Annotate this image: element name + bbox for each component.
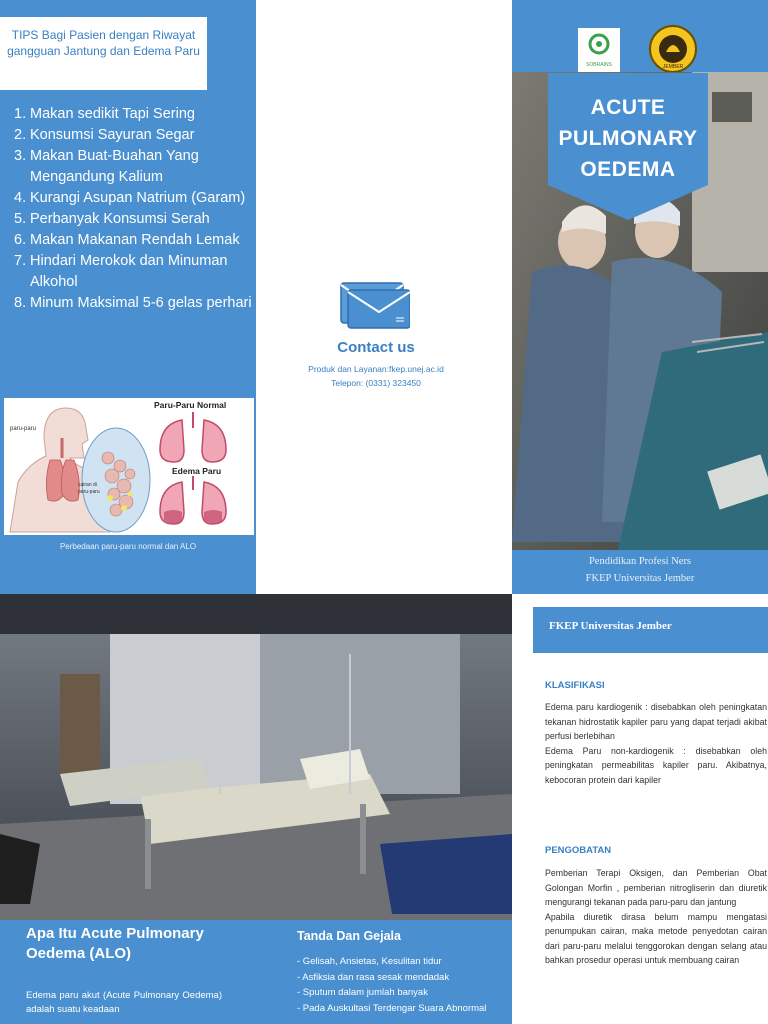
lung-diagram <box>4 398 254 535</box>
list-item: - Gelisah, Ansietas, Kesulitan tidur <box>297 956 442 967</box>
info-header: FKEP Universitas Jember <box>533 607 768 653</box>
list-item: - Pada Auskultasi Terdengar Suara Abnormal <box>297 1002 487 1014</box>
klasifikasi-body: Edema paru kardiogenik : disebabkan oleh peningkatan tekanan hidrostatik kapiler paru yang dapat terjadi akibat perfusi berlebihan Edema Paru non-kardiogenik : disebabkan oleh peningkatan permeabilitas kapiler paru. Akibatnya, kebocoran protein dari kapiler <box>545 702 767 785</box>
contact-title: Contact us <box>337 339 415 356</box>
tips-heading: TIPS Bagi Pasien dengan Riwayat gangguan Jantung dan Edema Paru <box>0 17 207 90</box>
svg-text:SOBRAINS: SOBRAINS <box>586 62 612 68</box>
list-item: - Sputum dalam jumlah banyak <box>297 987 428 998</box>
cover-footer-line1: Pendidikan Profesi Ners <box>588 556 692 567</box>
alo-body: Edema paru akut (Acute Pulmonary Oedema) adalah suatu keadaan <box>26 990 222 1015</box>
edema-lung-icon <box>160 476 226 524</box>
list-item: 3. Makan Buat-Buahan Yang Mengandung Kalium <box>14 148 199 185</box>
normal-lung-icon <box>160 412 226 462</box>
list-item: 6. Makan Makanan Rendah Lemak <box>14 232 240 248</box>
contact-email[interactable]: Produk dan Layanan:fkep.unej.ac.id <box>308 364 444 374</box>
envelope-icon <box>340 282 410 330</box>
alo-title: Apa Itu Acute Pulmonary Oedema (ALO) <box>26 925 204 962</box>
list-item: 4. Kurangi Asupan Natrium (Garam) <box>14 190 246 206</box>
cover-title: ACUTE PULMONARY OEDEMA <box>558 96 698 181</box>
list-item: 2. Konsumsi Sayuran Segar <box>14 127 195 143</box>
klasifikasi-title: KLASIFIKASI <box>545 680 605 691</box>
cover-footer-line2: FKEP Universitas Jember <box>585 573 695 584</box>
pengobatan-title: PENGOBATAN <box>545 845 612 856</box>
svg-text:JEMBER: JEMBER <box>662 64 684 70</box>
svg-text:cairan di: cairan di <box>78 482 97 488</box>
list-item: 1. Makan sedikit Tapi Sering <box>14 106 195 122</box>
list-item: 5. Perbanyak Konsumsi Serah <box>14 211 210 227</box>
hospital-ward-photo <box>0 594 512 920</box>
diagram-caption: Perbedaan paru-paru normal dan ALO <box>59 542 197 551</box>
sobrains-logo <box>578 28 620 72</box>
list-item: 8. Minum Maksimal 5-6 gelas perhari <box>14 295 252 311</box>
list-item: - Asfiksia dan rasa sesak mendadak <box>297 971 450 983</box>
list-item: 7. Hindari Merokok dan Minuman Alkohol <box>14 253 228 290</box>
gejala-title: Tanda Dan Gejala <box>297 929 401 943</box>
svg-text:paru-paru: paru-paru <box>10 426 37 432</box>
tips-list <box>14 104 254 314</box>
gejala-list <box>297 954 486 1016</box>
university-logo <box>648 24 698 74</box>
pengobatan-body: Pemberian Terapi Oksigen, dan Pemberian Obat Golongan Morfin , pemberian nitrogliserin dan diuretik mengurangi tekanan pada paru-paru dan jantung Apabila diuretik dirasa belum mampu mengatasi penumpukan cairan, maka metode penyedotan cairan dari paru-paru melalui tenggorokan dengan selang atau bahkan prosedur operasi untuk membuang cairan <box>545 868 767 965</box>
contact-phone[interactable]: Telepon: (0331) 323450 <box>331 378 421 388</box>
svg-text:Edema Paru: Edema Paru <box>172 466 222 476</box>
svg-text:paru-paru: paru-paru <box>78 489 100 495</box>
svg-text:Paru-Paru Normal: Paru-Paru Normal <box>154 400 227 410</box>
